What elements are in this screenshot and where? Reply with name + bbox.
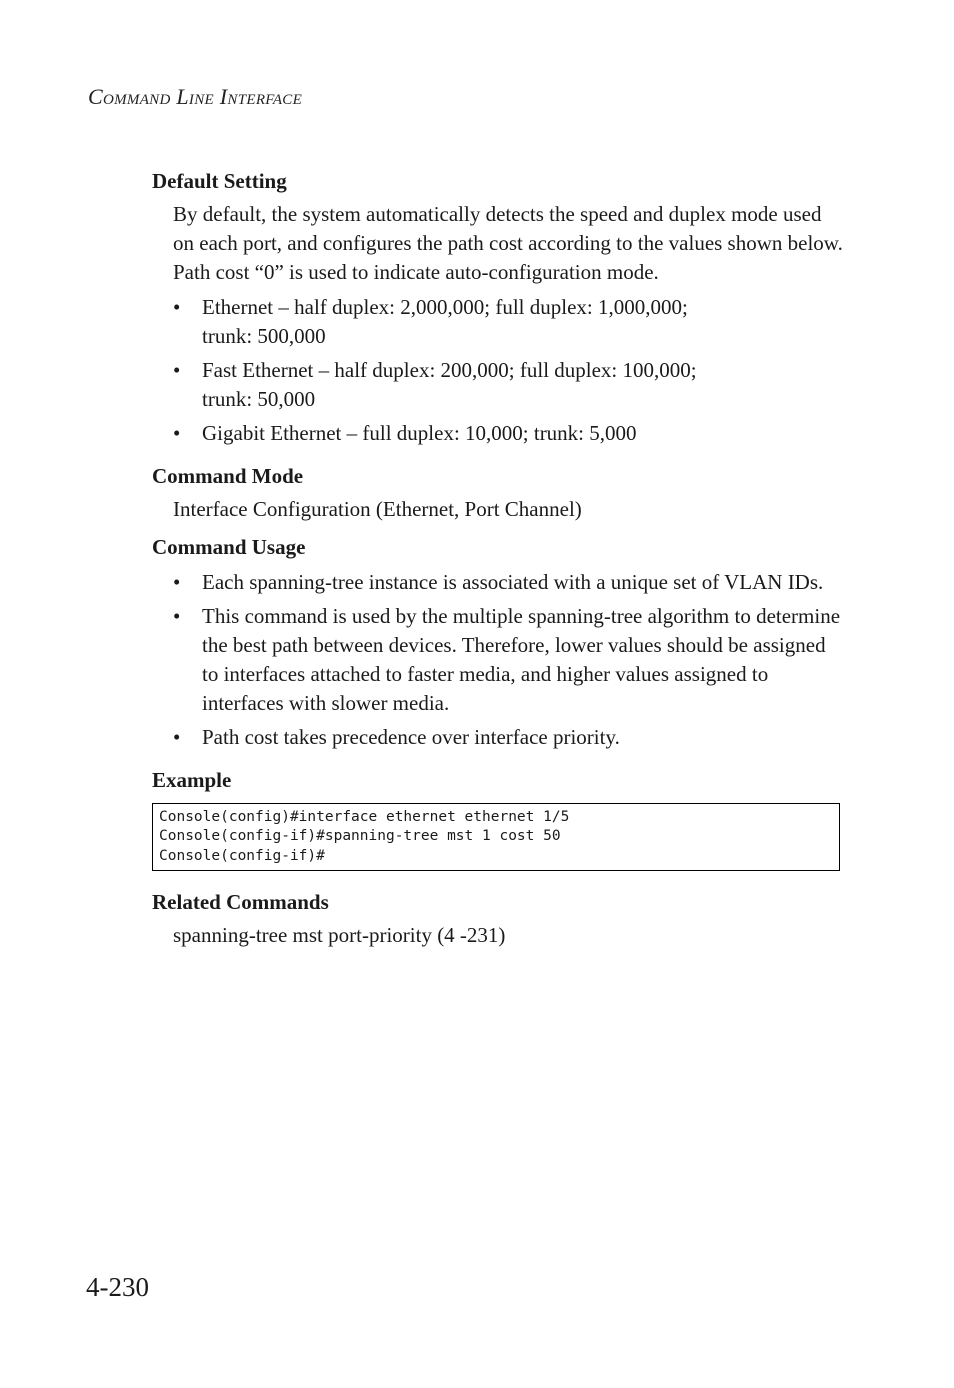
list-item — [173, 568, 845, 597]
command-usage-bullet-1: Each spanning-tree instance is associated with a unique set of VLAN IDs. — [202, 570, 824, 594]
code-line: Console(config-if)#spanning-tree mst 1 cost 50 — [159, 828, 561, 845]
code-line: Console(config)#interface ethernet ethernet 1/5 — [159, 809, 570, 825]
bullet-glyph: • — [173, 604, 181, 628]
default-setting-bullet-ethernet: Ethernet – half duplex: 2,000,000; full duplex: 1,000,000; trunk: 500,000 — [202, 295, 688, 348]
command-usage-list — [173, 568, 845, 752]
bullet-glyph: • — [173, 295, 181, 319]
related-command-link[interactable]: spanning-tree mst port-priority (4 -231) — [173, 922, 506, 947]
command-usage-heading: Command Usage — [152, 535, 306, 559]
related-commands-heading: Related Commands — [152, 889, 329, 914]
bullet-glyph: • — [173, 421, 181, 445]
bullet-glyph: • — [173, 358, 181, 382]
bullet-glyph: • — [173, 570, 181, 594]
command-usage-bullet-3: Path cost takes precedence over interface priority. — [202, 725, 620, 749]
default-setting-bullet-gigabit: Gigabit Ethernet – full duplex: 10,000; trunk: 5,000 — [202, 421, 637, 445]
list-item — [173, 602, 845, 718]
example-heading: Example — [152, 768, 232, 792]
default-setting-bullet-fast-ethernet: Fast Ethernet – half duplex: 200,000; full duplex: 100,000; trunk: 50,000 — [202, 358, 697, 411]
default-setting-paragraph: By default, the system automatically detects the speed and duplex mode used on each port, and configures the path cost according to the values shown below. Path cost “0” is used to indicate auto-configuration mode. — [173, 202, 843, 284]
list-item — [173, 356, 845, 414]
running-head: Command Line Interface — [88, 84, 303, 109]
bullet-glyph: • — [173, 725, 181, 749]
page-content — [152, 166, 852, 950]
list-item — [173, 723, 845, 752]
code-line: Console(config-if)# — [159, 847, 325, 864]
command-usage-bullet-2: This command is used by the multiple spanning-tree algorithm to determine the best path between devices. Therefore, lower values should be assigned to interfaces attached to faster media, and higher values assigned to interfaces with slower media. — [202, 604, 841, 715]
default-setting-list — [173, 293, 845, 448]
command-mode-heading: Command Mode — [152, 464, 304, 488]
default-setting-heading: Default Setting — [152, 169, 287, 193]
example-code-block — [152, 803, 840, 871]
page-number: 4-230 — [86, 1272, 149, 1302]
list-item — [173, 419, 845, 448]
command-mode-paragraph: Interface Configuration (Ethernet, Port Channel) — [173, 497, 582, 521]
list-item — [173, 293, 845, 351]
